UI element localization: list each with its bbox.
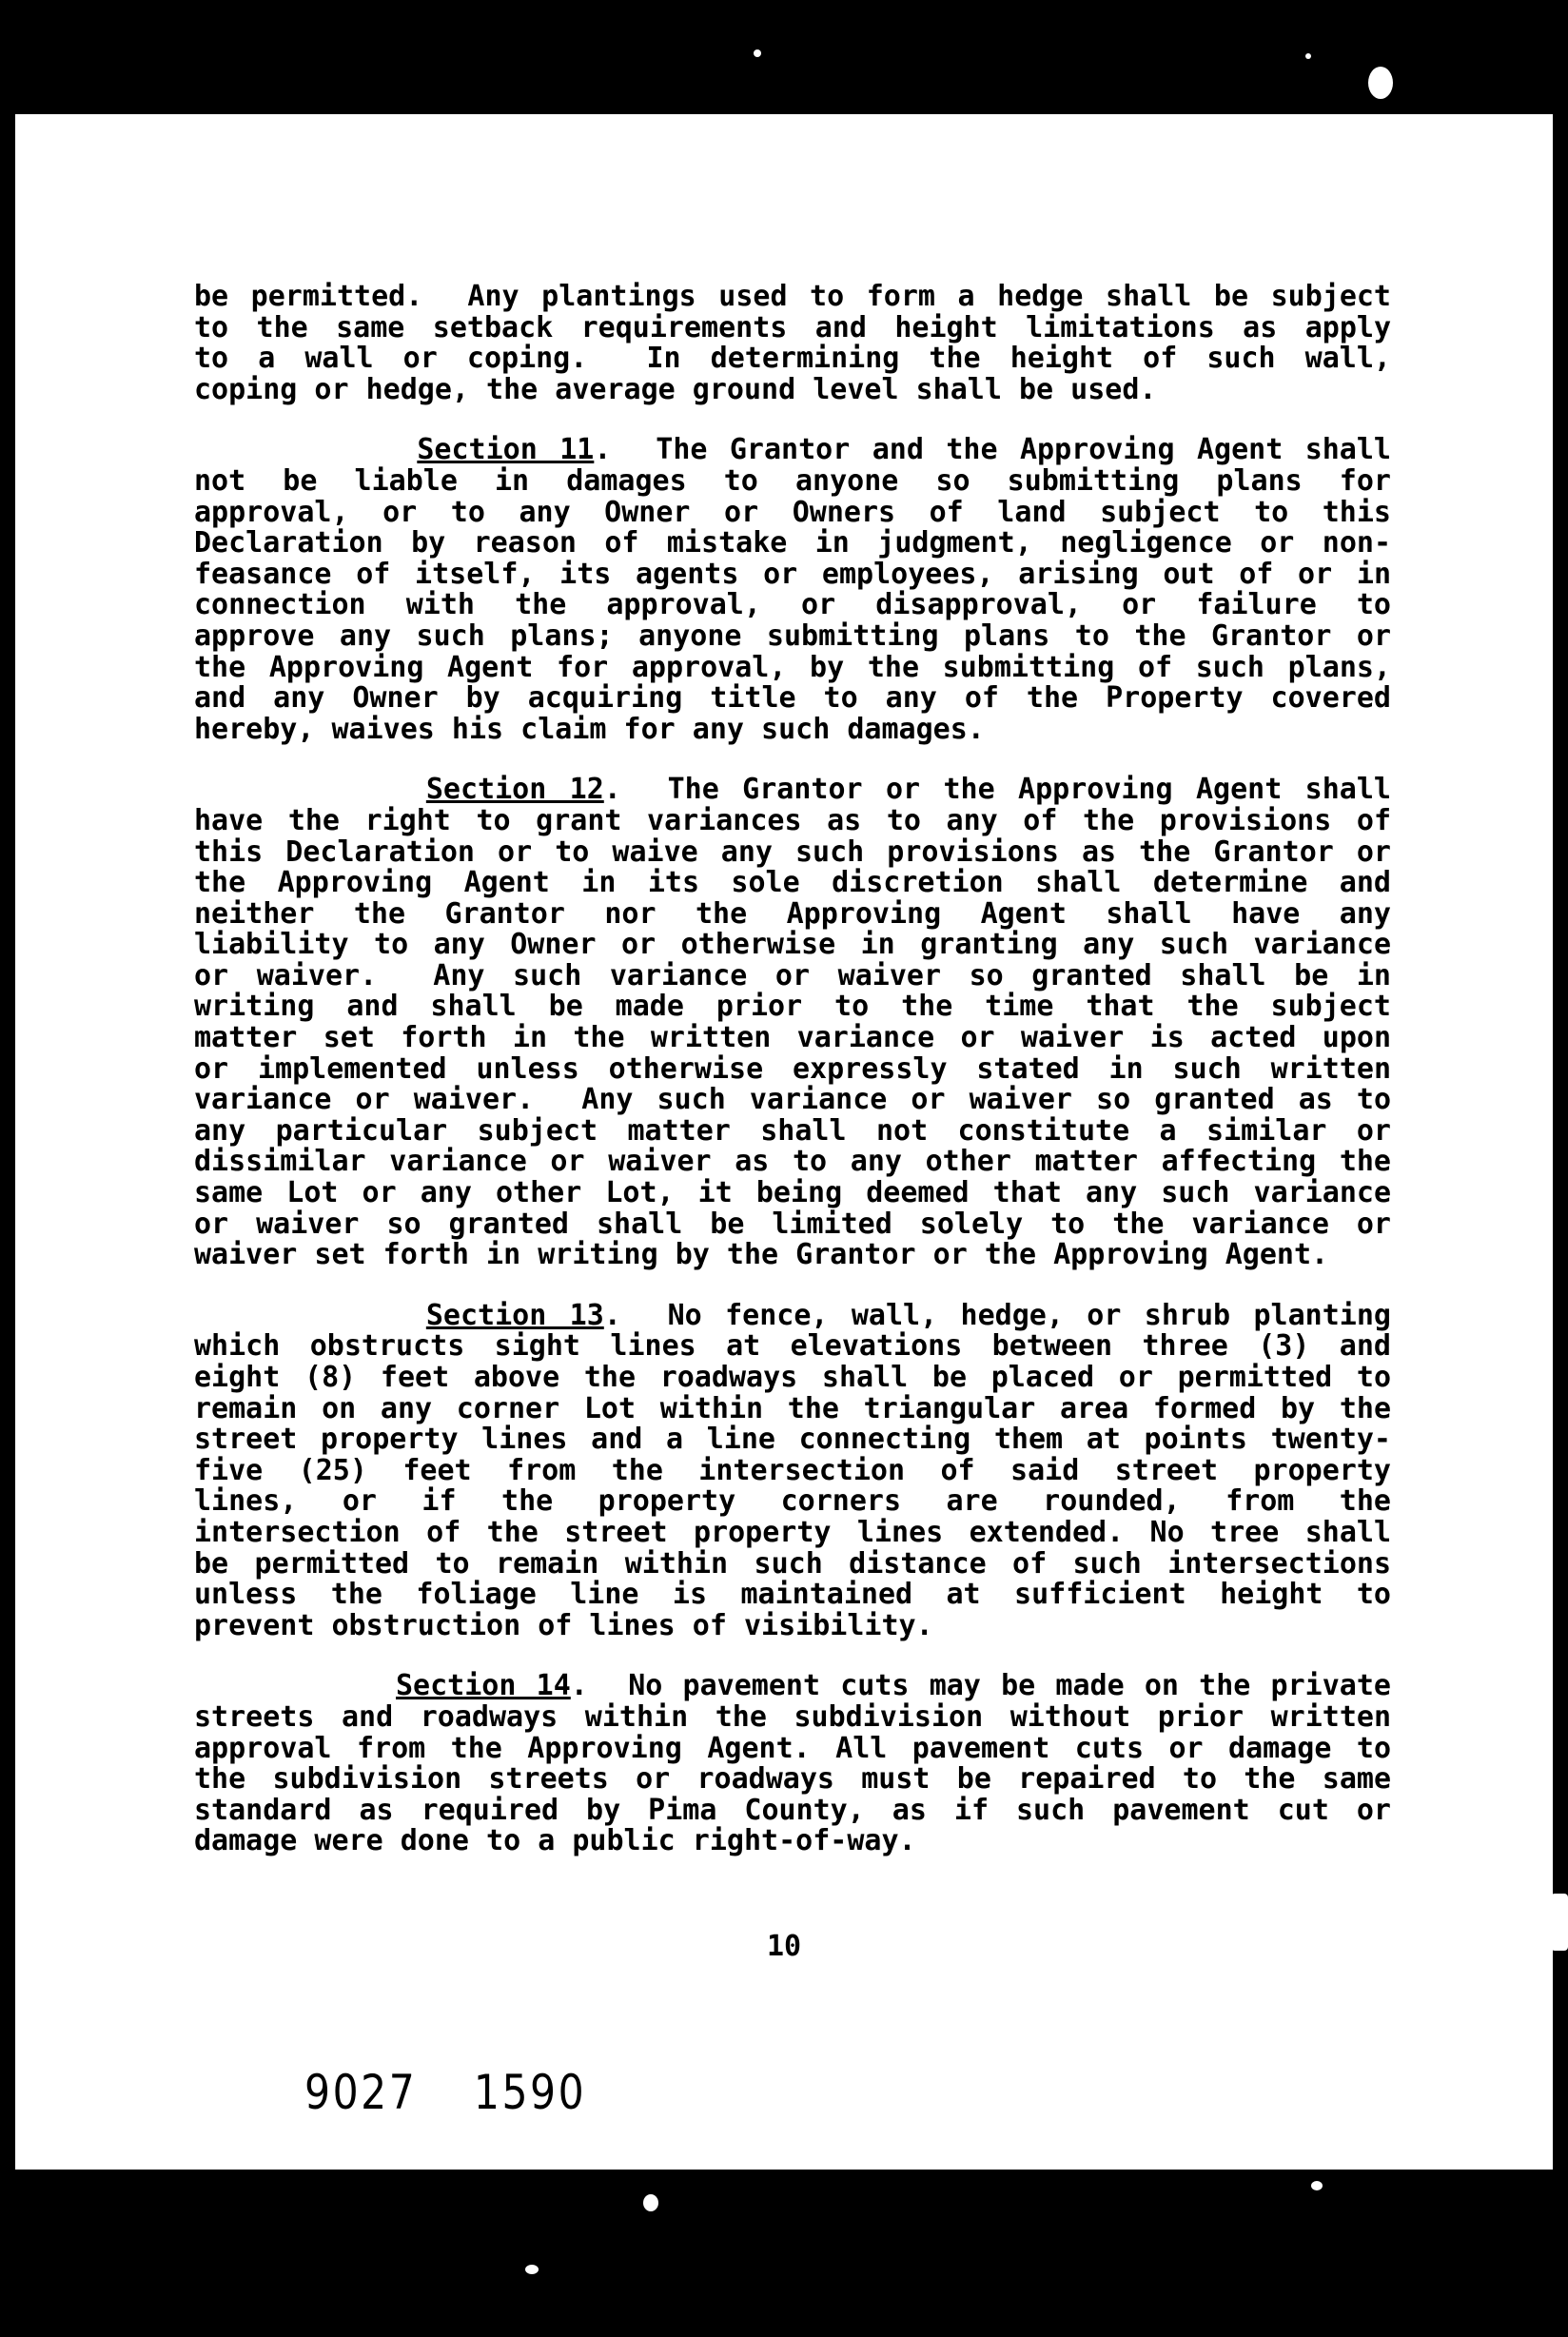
section-12-first-line: . The Grantor or the Approving Agent shall (603, 773, 1391, 807)
text-line: the subdivision streets or roadways must be repaired to the same (194, 1762, 1391, 1797)
scan-noise-speck (1311, 2181, 1323, 2190)
text-line (194, 775, 1391, 806)
continuation-paragraph (194, 282, 1391, 405)
document-page (15, 114, 1553, 2170)
stamp-left-number: 9027 (304, 2065, 418, 2120)
text-line: damage were done to a public right-of-way. (194, 1824, 916, 1858)
text-line (194, 1671, 1391, 1702)
text-line: writing and shall be made prior to the time that the subject (194, 990, 1391, 1024)
text-line: be permitted to remain within such distance of such intersections (194, 1546, 1391, 1581)
text-line: waiver set forth in writing by the Grantor or the Approving Agent. (194, 1238, 1329, 1272)
text-line: any particular subject matter shall not constitute a similar or (194, 1113, 1391, 1148)
text-line: lines, or if the property corners are rounded, from the (194, 1484, 1391, 1519)
text-line: prevent obstruction of lines of visibility. (194, 1608, 933, 1642)
text-line: or waiver. Any such variance or waiver so granted shall be in (194, 958, 1391, 992)
scan-noise-speck (643, 2194, 658, 2211)
section-14-paragraph (194, 1671, 1391, 1857)
text-line: approval from the Approving Agent. All pavement cuts or damage to (194, 1731, 1391, 1765)
text-line (194, 1298, 1391, 1332)
text-line: Declaration by reason of mistake in judgment, negligence or non- (194, 526, 1391, 560)
section-11-heading: Section 11 (417, 433, 595, 467)
section-14-first-line: . No pavement cuts may be made on the private (570, 1669, 1391, 1703)
document-stamp-number (304, 2065, 586, 2120)
section-12-paragraph (194, 775, 1391, 1271)
text-line: this Declaration or to waive any such provisions as the Grantor or (194, 835, 1391, 869)
section-14-heading: Section 14 (396, 1669, 571, 1703)
text-line: five (25) feet from the intersection of said street property (194, 1453, 1391, 1487)
text-line: remain on any corner Lot within the triangular area formed by the (194, 1391, 1391, 1425)
text-line: be permitted. Any plantings used to form a hedge shall be subject (194, 280, 1391, 313)
section-11-paragraph (194, 435, 1391, 745)
section-13-heading: Section 13 (425, 1298, 604, 1332)
text-line: street property lines and a line connecting them at points twenty- (194, 1423, 1391, 1457)
text-line: approval, or to any Owner or Owners of land subject to this (194, 495, 1391, 529)
text-line: variance or waiver. Any such variance or waiver so granted as to (194, 1083, 1391, 1117)
text-line: standard as required by Pima County, as if such pavement cut or (194, 1793, 1391, 1827)
text-line: hereby, waives his claim for any such damages. (194, 712, 985, 746)
text-line: intersection of the street property lines extended. No tree shall (194, 1515, 1391, 1549)
scan-noise-speck (1368, 67, 1393, 99)
scan-noise-speck (754, 49, 761, 57)
text-line: unless the foliage line is maintained at sufficient height to (194, 1578, 1391, 1612)
page-number: 10 (766, 1930, 802, 1963)
text-line: feasance of itself, its agents or employees, arising out of or in (194, 557, 1391, 591)
text-line: connection with the approval, or disapproval, or failure to (194, 588, 1391, 622)
text-line: matter set forth in the written variance or waiver is acted upon (194, 1021, 1391, 1055)
text-line: and any Owner by acquiring title to any of the Property covered (194, 681, 1391, 716)
text-line (194, 435, 1391, 466)
text-line: or waiver so granted shall be limited solely to the variance or (194, 1207, 1391, 1241)
section-13-paragraph (194, 1298, 1391, 1642)
scan-noise-speck (1551, 1894, 1568, 1951)
stamp-right-number: 1590 (473, 2065, 587, 2120)
text-line: dissimilar variance or waiver as to any other matter affecting the (194, 1145, 1391, 1179)
text-line: neither the Grantor nor the Approving Agent shall have any (194, 896, 1391, 931)
section-11-first-line: . The Grantor and the Approving Agent shall (594, 433, 1391, 467)
text-line: liability to any Owner or otherwise in granting any such variance (194, 928, 1391, 962)
text-line: to the same setback requirements and height limitations as apply (194, 310, 1391, 344)
scan-noise-speck (1305, 53, 1311, 59)
text-line: eight (8) feet above the roadways shall be placed or permitted to (194, 1361, 1391, 1394)
text-line: to a wall or coping. In determining the height of such wall, (194, 342, 1391, 376)
document-body (194, 282, 1391, 1887)
text-line: coping or hedge, the average ground level shall be used. (194, 372, 1157, 406)
text-line: which obstructs sight lines at elevations between three (3) and (194, 1329, 1391, 1364)
section-13-first-line: . No fence, wall, hedge, or shrub planting (603, 1298, 1391, 1332)
section-12-heading: Section 12 (425, 773, 604, 807)
text-line: have the right to grant variances as to any of the provisions of (194, 803, 1391, 837)
scan-noise-speck (525, 2265, 539, 2274)
text-line: the Approving Agent in its sole discretion shall determine and (194, 866, 1391, 900)
text-line: not be liable in damages to anyone so submitting plans for (194, 463, 1391, 498)
text-line: or implemented unless otherwise expressly stated in such written (194, 1051, 1391, 1086)
text-line: streets and roadways within the subdivision without prior written (194, 1699, 1391, 1734)
text-line: same Lot or any other Lot, it being deemed that any such variance (194, 1176, 1391, 1210)
text-line: the Approving Agent for approval, by the submitting of such plans, (194, 650, 1391, 684)
text-line: approve any such plans; anyone submitting plans to the Grantor or (194, 619, 1391, 653)
